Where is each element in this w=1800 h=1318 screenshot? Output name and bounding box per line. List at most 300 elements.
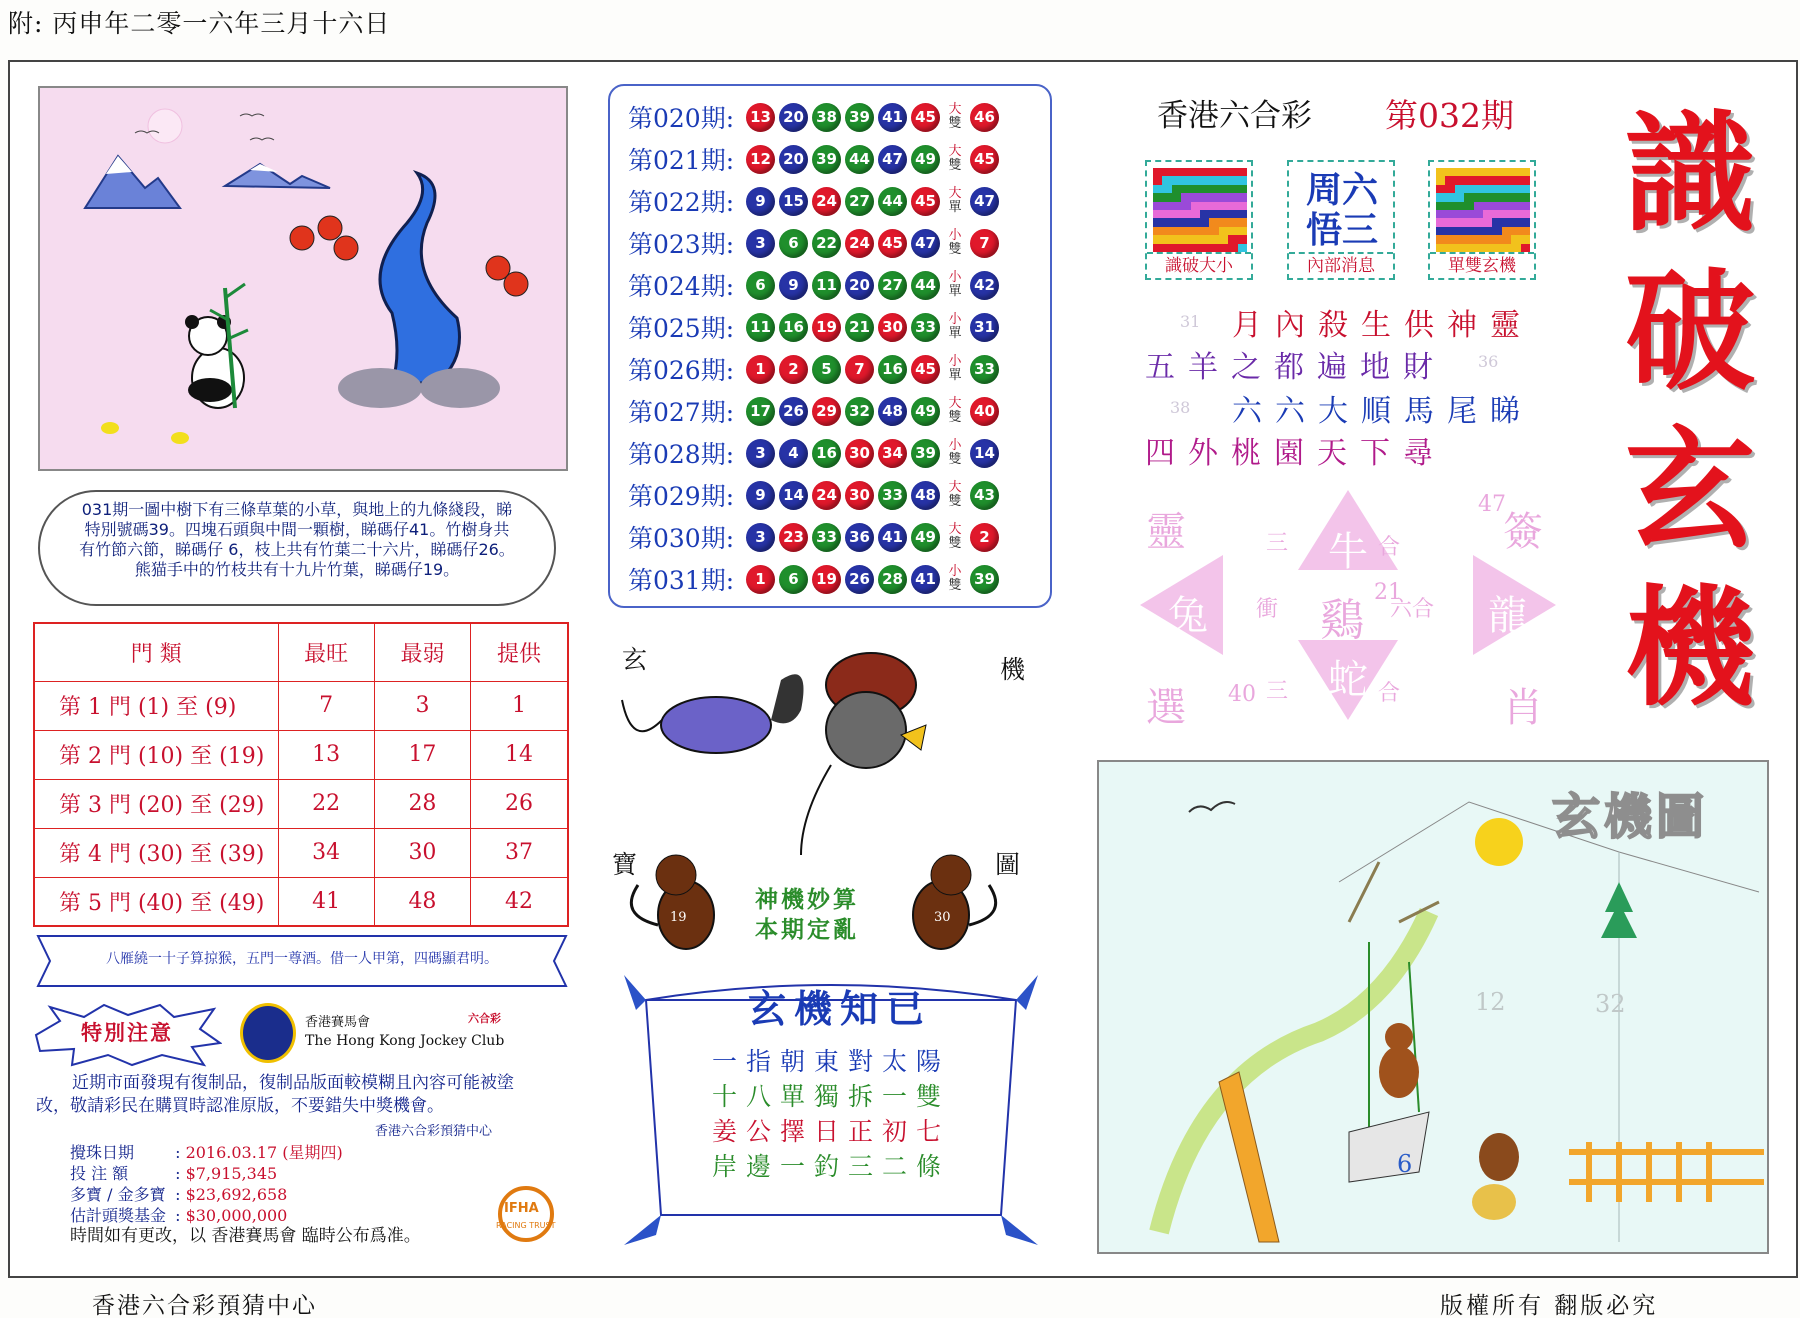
mosaic-cell bbox=[1162, 218, 1171, 226]
special-ball: 14 bbox=[970, 439, 999, 468]
mosaic-cell bbox=[1474, 176, 1483, 184]
verse-line: 月內殺生供神靈 bbox=[1232, 308, 1533, 343]
mosaic-cell bbox=[1474, 235, 1483, 243]
issue-number: 第032期 bbox=[1385, 96, 1514, 135]
number-ball: 45 bbox=[911, 103, 940, 132]
number-ball: 27 bbox=[878, 271, 907, 300]
special-ball: 2 bbox=[970, 523, 999, 552]
info-row: 攪珠日期 : 2016.03.17 (星期四) bbox=[70, 1143, 343, 1162]
monkey-right-number: 30 bbox=[934, 910, 951, 925]
banner-text: 八雁繞一十子算掠猴，五門一尊酒。借一人甲第，四碼顯君明。 bbox=[106, 951, 498, 967]
compass-arrow-right: 龍 bbox=[1488, 593, 1528, 639]
mosaic-cell bbox=[1181, 193, 1190, 201]
special-ball: 43 bbox=[970, 481, 999, 510]
size-parity-tag bbox=[944, 229, 966, 257]
compass-small: 六合 bbox=[1390, 597, 1435, 622]
mosaic-cell bbox=[1172, 218, 1181, 226]
column-header: 最旺 bbox=[278, 623, 374, 681]
mosaic-cell bbox=[1238, 202, 1247, 210]
mosaic-cell bbox=[1200, 193, 1209, 201]
special-ball: 31 bbox=[970, 313, 999, 342]
mosaic-cell bbox=[1191, 185, 1200, 193]
mosaic-cell bbox=[1455, 235, 1464, 243]
mosaic-cell bbox=[1483, 185, 1492, 193]
door-name: 第 5 門 (40) 至 (49) bbox=[34, 877, 278, 926]
mosaic-cell bbox=[1445, 235, 1454, 243]
number-ball: 45 bbox=[878, 229, 907, 258]
mosaic-cell bbox=[1191, 202, 1200, 210]
mosaic-cell bbox=[1492, 168, 1501, 176]
size-parity-tag bbox=[944, 187, 966, 215]
size-parity-tag bbox=[944, 313, 966, 341]
table-header-row bbox=[34, 623, 568, 681]
mosaic-cell bbox=[1209, 176, 1218, 184]
mosaic-cell bbox=[1228, 244, 1237, 252]
mosaic-cell bbox=[1219, 168, 1228, 176]
mosaic-cell bbox=[1153, 193, 1162, 201]
number-ball: 3 bbox=[746, 523, 775, 552]
poem-line: 姜公擇日正初七 bbox=[712, 1117, 951, 1146]
mosaic-cell bbox=[1455, 185, 1464, 193]
mosaic-cell bbox=[1436, 193, 1445, 201]
number-ball: 22 bbox=[812, 229, 841, 258]
mosaic-cell bbox=[1209, 244, 1218, 252]
table-row bbox=[34, 779, 568, 828]
number-ball: 9 bbox=[746, 187, 775, 216]
mosaic-cell bbox=[1219, 244, 1228, 252]
info-row: 估計頭獎基金 : $30,000,000 bbox=[70, 1206, 288, 1225]
tag-size: 大 bbox=[948, 186, 962, 201]
mosaic-cell bbox=[1181, 235, 1190, 243]
mosaic-cell bbox=[1521, 176, 1530, 184]
mosaic-cell bbox=[1483, 218, 1492, 226]
mosaic-cell bbox=[1181, 176, 1190, 184]
number-ball: 41 bbox=[911, 565, 940, 594]
number-ball: 28 bbox=[878, 565, 907, 594]
mosaic-cell bbox=[1474, 210, 1483, 218]
corner-label-ji: 機 bbox=[1000, 655, 1026, 684]
picture-number: 32 bbox=[1595, 990, 1626, 1018]
info-value: $30,000,000 bbox=[185, 1206, 288, 1225]
mosaic-cell bbox=[1238, 244, 1247, 252]
mosaic-cell bbox=[1181, 244, 1190, 252]
tile-label: 內部消息 bbox=[1289, 252, 1393, 278]
mosaic-cell bbox=[1228, 176, 1237, 184]
mosaic-cell bbox=[1511, 168, 1520, 176]
mosaic-cell bbox=[1483, 227, 1492, 235]
mosaic-cell bbox=[1511, 202, 1520, 210]
mosaic-cell bbox=[1502, 193, 1511, 201]
number-ball: 26 bbox=[779, 397, 808, 426]
mosaic-cell bbox=[1521, 168, 1530, 176]
mosaic-cell bbox=[1455, 176, 1464, 184]
mosaic-cell bbox=[1238, 210, 1247, 218]
mosaic-cell bbox=[1200, 218, 1209, 226]
compass-small: 合 bbox=[1378, 535, 1401, 560]
mosaic-cell bbox=[1455, 168, 1464, 176]
mosaic-cell bbox=[1181, 210, 1190, 218]
tag-size: 大 bbox=[948, 144, 962, 159]
mosaic-cell bbox=[1228, 185, 1237, 193]
compass-small: 三 bbox=[1266, 679, 1289, 704]
tag-size: 大 bbox=[948, 522, 962, 537]
number-ball: 4 bbox=[779, 439, 808, 468]
mosaic-cell bbox=[1219, 185, 1228, 193]
tile-big-small bbox=[1145, 160, 1253, 280]
mosaic-cell bbox=[1511, 235, 1520, 243]
mosaic-cell bbox=[1492, 202, 1501, 210]
mark-six-logo: 六合彩 bbox=[468, 1012, 501, 1025]
mosaic-cell bbox=[1200, 235, 1209, 243]
clue-note: 031期一圖中樹下有三條草葉的小草，與地上的九條綫段，睇特別號碼39。四塊石頭與中間一顆樹，睇碼仔41。竹樹身共有竹節六節，睇碼仔 6，枝上共有竹葉二十六片，睇碼仔26。熊猫手中的竹枝共有十九片竹葉，睇碼仔19。 bbox=[38, 490, 556, 606]
hot-value: 22 bbox=[278, 779, 374, 828]
mosaic-cell bbox=[1191, 168, 1200, 176]
tip-value: 42 bbox=[471, 877, 568, 926]
tag-parity: 雙 bbox=[948, 536, 962, 551]
special-ball: 40 bbox=[970, 397, 999, 426]
number-ball: 6 bbox=[746, 271, 775, 300]
mosaic-cell bbox=[1181, 227, 1190, 235]
tag-parity: 雙 bbox=[948, 578, 962, 593]
scroll-title: 玄機知已 bbox=[747, 986, 932, 1031]
monkey-left-number: 19 bbox=[670, 910, 687, 925]
mosaic-cell bbox=[1521, 227, 1530, 235]
ribbon-banner bbox=[34, 930, 570, 992]
number-ball: 30 bbox=[878, 313, 907, 342]
mosaic-cell bbox=[1502, 227, 1511, 235]
tag-size: 小 bbox=[948, 228, 962, 243]
mosaic-cell bbox=[1200, 176, 1209, 184]
mosaic-cell bbox=[1483, 193, 1492, 201]
mosaic-cell bbox=[1153, 202, 1162, 210]
mosaic-cell bbox=[1209, 235, 1218, 243]
big-title-char: 識 bbox=[1624, 97, 1755, 250]
mosaic-cell bbox=[1181, 202, 1190, 210]
mosaic-cell bbox=[1474, 168, 1483, 176]
size-parity-tag bbox=[944, 481, 966, 509]
number-ball: 36 bbox=[845, 523, 874, 552]
compass-corner: 選 bbox=[1146, 685, 1186, 731]
tile-label: 識破大小 bbox=[1147, 252, 1251, 278]
ifha-subtext: RACING TRUST bbox=[496, 1221, 556, 1230]
mosaic-cell bbox=[1502, 218, 1511, 226]
mosaic-cell bbox=[1228, 202, 1237, 210]
number-ball: 5 bbox=[812, 355, 841, 384]
number-ball: 33 bbox=[911, 313, 940, 342]
tag-parity: 雙 bbox=[948, 452, 962, 467]
mosaic-cell bbox=[1436, 168, 1445, 176]
number-ball: 27 bbox=[845, 187, 874, 216]
door-name: 第 2 門 (10) 至 (19) bbox=[34, 730, 278, 779]
result-row bbox=[628, 306, 1003, 348]
mosaic-cell bbox=[1200, 227, 1209, 235]
mosaic-cell bbox=[1228, 227, 1237, 235]
size-parity-tag bbox=[944, 565, 966, 593]
number-ball: 45 bbox=[911, 355, 940, 384]
mosaic-cell bbox=[1162, 210, 1171, 218]
result-row bbox=[628, 180, 1003, 222]
mosaic-cell bbox=[1502, 244, 1511, 252]
tag-size: 大 bbox=[948, 480, 962, 495]
mosaic-cell bbox=[1492, 193, 1501, 201]
mosaic-cell bbox=[1153, 235, 1162, 243]
panda-tree-illustration bbox=[40, 88, 568, 471]
mosaic-cell bbox=[1492, 176, 1501, 184]
mosaic-cell bbox=[1200, 185, 1209, 193]
mosaic-cell bbox=[1153, 210, 1162, 218]
number-ball: 2 bbox=[779, 355, 808, 384]
mosaic-cell bbox=[1219, 227, 1228, 235]
slogan bbox=[755, 885, 859, 945]
tile-riddle: 周六悟三 bbox=[1305, 169, 1378, 251]
mosaic-cell bbox=[1162, 235, 1171, 243]
mosaic-cell bbox=[1445, 193, 1454, 201]
compass-small: 衝 bbox=[1256, 597, 1279, 622]
mosaic-cell bbox=[1162, 202, 1171, 210]
mosaic-cell bbox=[1464, 176, 1473, 184]
mosaic-cell bbox=[1474, 227, 1483, 235]
compass-small: 21 bbox=[1374, 580, 1402, 605]
special-ball: 45 bbox=[970, 145, 999, 174]
compass-small: 合 bbox=[1378, 681, 1401, 706]
mosaic-cell bbox=[1162, 185, 1171, 193]
tag-parity: 單 bbox=[948, 284, 962, 299]
verse-line: 六六大順馬尾睇 bbox=[1232, 394, 1533, 429]
ifha-mark bbox=[492, 1182, 568, 1246]
result-issue-label: 第021期: bbox=[628, 146, 735, 175]
size-parity-tag bbox=[944, 355, 966, 383]
number-ball: 7 bbox=[845, 355, 874, 384]
mosaic-cell bbox=[1172, 193, 1181, 201]
mosaic-cell bbox=[1492, 185, 1501, 193]
door-stats-table bbox=[33, 622, 569, 927]
hot-value: 13 bbox=[278, 730, 374, 779]
mosaic-cell bbox=[1492, 227, 1501, 235]
info-value: 2016.03.17 (星期四) bbox=[185, 1143, 343, 1162]
mosaic-cell bbox=[1445, 202, 1454, 210]
mosaic-cell bbox=[1455, 202, 1464, 210]
tag-size: 小 bbox=[948, 270, 962, 285]
mosaic-cell bbox=[1209, 218, 1218, 226]
number-ball: 49 bbox=[911, 397, 940, 426]
slogan-line-2: 本期定亂 bbox=[755, 916, 859, 943]
mosaic-cell bbox=[1455, 218, 1464, 226]
verse-number: 36 bbox=[1478, 352, 1499, 371]
result-issue-label: 第028期: bbox=[628, 440, 735, 469]
ifha-text: IFHA bbox=[504, 1201, 539, 1216]
mosaic-cell bbox=[1502, 235, 1511, 243]
number-ball: 48 bbox=[911, 481, 940, 510]
result-row bbox=[628, 516, 1003, 558]
tile-label: 單雙玄機 bbox=[1430, 252, 1534, 278]
tag-parity: 雙 bbox=[948, 242, 962, 257]
verse-number: 38 bbox=[1170, 398, 1191, 417]
mosaic-cell bbox=[1200, 168, 1209, 176]
number-ball: 19 bbox=[812, 565, 841, 594]
jockey-club-logo bbox=[240, 1003, 296, 1063]
tag-size: 小 bbox=[948, 438, 962, 453]
mosaic-cell bbox=[1191, 244, 1200, 252]
mosaic-cell bbox=[1436, 227, 1445, 235]
mosaic-cell bbox=[1502, 176, 1511, 184]
number-ball: 30 bbox=[845, 481, 874, 510]
number-ball: 14 bbox=[779, 481, 808, 510]
corner-label-xuan: 玄 bbox=[622, 645, 648, 674]
info-label: 攪珠日期 bbox=[70, 1143, 135, 1162]
compass-small: 47 bbox=[1478, 492, 1506, 517]
special-ball: 47 bbox=[970, 187, 999, 216]
result-row bbox=[628, 558, 1003, 600]
number-ball: 6 bbox=[779, 229, 808, 258]
past-results-panel bbox=[608, 84, 1052, 608]
number-ball: 20 bbox=[779, 145, 808, 174]
tip-value: 14 bbox=[471, 730, 568, 779]
tag-size: 小 bbox=[948, 354, 962, 369]
special-notice-badge bbox=[32, 1003, 222, 1067]
size-parity-tag bbox=[944, 523, 966, 551]
mosaic-cell bbox=[1474, 202, 1483, 210]
mosaic-cell bbox=[1455, 244, 1464, 252]
info-label: 多寶 / 金多寶 bbox=[70, 1185, 166, 1204]
mark-six-title: 香港六合彩 bbox=[1157, 98, 1312, 134]
mosaic-cell bbox=[1191, 227, 1200, 235]
puzzle-picture-1 bbox=[38, 86, 568, 471]
tag-parity: 單 bbox=[948, 368, 962, 383]
mosaic-cell bbox=[1200, 202, 1209, 210]
size-parity-tag bbox=[944, 439, 966, 467]
special-ball: 39 bbox=[970, 565, 999, 594]
zodiac-compass bbox=[1138, 480, 1558, 730]
mosaic-cell bbox=[1153, 218, 1162, 226]
hot-value: 34 bbox=[278, 828, 374, 877]
mosaic-cell bbox=[1445, 176, 1454, 184]
result-row bbox=[628, 432, 1003, 474]
picture-2-title: 玄機圖 bbox=[1552, 789, 1709, 845]
special-ball: 33 bbox=[970, 355, 999, 384]
mosaic-cell bbox=[1483, 202, 1492, 210]
result-row bbox=[628, 474, 1003, 516]
jockey-club-name-cn: 香港賽馬會 bbox=[305, 1015, 371, 1030]
result-issue-label: 第026期: bbox=[628, 356, 735, 385]
tag-parity: 雙 bbox=[948, 494, 962, 509]
number-ball: 3 bbox=[746, 229, 775, 258]
result-issue-label: 第025期: bbox=[628, 314, 735, 343]
mosaic-cell bbox=[1445, 227, 1454, 235]
door-name: 第 3 門 (20) 至 (29) bbox=[34, 779, 278, 828]
number-ball: 29 bbox=[812, 397, 841, 426]
compass-arrow-left: 兔 bbox=[1168, 593, 1208, 639]
corner-label-bao: 寶 bbox=[612, 850, 638, 879]
size-parity-tag bbox=[944, 271, 966, 299]
mosaic-cell bbox=[1436, 185, 1445, 193]
cold-value: 48 bbox=[374, 877, 470, 926]
compass-corner: 肖 bbox=[1503, 685, 1543, 731]
number-ball: 49 bbox=[911, 523, 940, 552]
number-ball: 9 bbox=[779, 271, 808, 300]
mosaic-cell bbox=[1172, 185, 1181, 193]
mosaic-cell bbox=[1181, 185, 1190, 193]
tag-size: 大 bbox=[948, 396, 962, 411]
mosaic-cell bbox=[1209, 227, 1218, 235]
special-notice-label: 特別注意 bbox=[81, 1020, 173, 1045]
compass-small: 40 bbox=[1228, 682, 1256, 707]
mosaic-pattern bbox=[1436, 168, 1530, 252]
mosaic-cell bbox=[1502, 168, 1511, 176]
number-ball: 24 bbox=[812, 187, 841, 216]
mosaic-cell bbox=[1191, 210, 1200, 218]
result-row bbox=[628, 348, 1003, 390]
column-header: 提供 bbox=[471, 623, 568, 681]
tip-value: 37 bbox=[471, 828, 568, 877]
big-title bbox=[1615, 95, 1765, 727]
mosaic-cell bbox=[1209, 193, 1218, 201]
number-ball: 1 bbox=[746, 355, 775, 384]
big-title-char: 機 bbox=[1624, 571, 1755, 724]
result-row bbox=[628, 264, 1003, 306]
info-value: $23,692,658 bbox=[185, 1185, 288, 1204]
table-row bbox=[34, 681, 568, 730]
number-ball: 3 bbox=[746, 439, 775, 468]
mosaic-cell bbox=[1219, 176, 1228, 184]
mosaic-cell bbox=[1172, 235, 1181, 243]
mosaic-cell bbox=[1511, 218, 1520, 226]
mosaic-cell bbox=[1436, 218, 1445, 226]
number-ball: 34 bbox=[878, 439, 907, 468]
cold-value: 28 bbox=[374, 779, 470, 828]
number-ball: 20 bbox=[845, 271, 874, 300]
picture-number: 6 bbox=[1397, 1150, 1413, 1178]
mosaic-cell bbox=[1191, 176, 1200, 184]
number-ball: 19 bbox=[812, 313, 841, 342]
mosaic-cell bbox=[1238, 227, 1247, 235]
special-ball: 42 bbox=[970, 271, 999, 300]
door-name: 第 4 門 (30) 至 (39) bbox=[34, 828, 278, 877]
mosaic-cell bbox=[1209, 168, 1218, 176]
mosaic-cell bbox=[1162, 168, 1171, 176]
mosaic-cell bbox=[1153, 244, 1162, 252]
mosaic-cell bbox=[1162, 176, 1171, 184]
compass-arrow-top: 牛 bbox=[1328, 529, 1368, 575]
mosaic-cell bbox=[1521, 218, 1530, 226]
result-issue-label: 第031期: bbox=[628, 566, 735, 595]
mosaic-cell bbox=[1153, 185, 1162, 193]
mosaic-cell bbox=[1521, 193, 1530, 201]
tip-value: 1 bbox=[471, 681, 568, 730]
tag-size: 小 bbox=[948, 564, 962, 579]
mosaic-cell bbox=[1153, 227, 1162, 235]
size-parity-tag bbox=[944, 103, 966, 131]
hot-value: 7 bbox=[278, 681, 374, 730]
mosaic-cell bbox=[1219, 218, 1228, 226]
mosaic-cell bbox=[1492, 218, 1501, 226]
mosaic-cell bbox=[1464, 185, 1473, 193]
mosaic-cell bbox=[1474, 193, 1483, 201]
number-ball: 11 bbox=[746, 313, 775, 342]
mosaic-cell bbox=[1191, 235, 1200, 243]
number-ball: 41 bbox=[878, 523, 907, 552]
mosaic-cell bbox=[1162, 227, 1171, 235]
table-row bbox=[34, 877, 568, 926]
result-issue-label: 第023期: bbox=[628, 230, 735, 259]
verse-number: 31 bbox=[1180, 312, 1201, 331]
mosaic-cell bbox=[1521, 210, 1530, 218]
tile-inside-news bbox=[1287, 160, 1395, 280]
special-ball: 46 bbox=[970, 103, 999, 132]
number-ball: 26 bbox=[845, 565, 874, 594]
mosaic-pattern bbox=[1153, 168, 1247, 252]
info-note: 時間如有更改，以 香港賽馬會 臨時公布爲准。 bbox=[70, 1226, 421, 1246]
info-row: 多寶 / 金多寶 : $23,692,658 bbox=[70, 1185, 288, 1204]
